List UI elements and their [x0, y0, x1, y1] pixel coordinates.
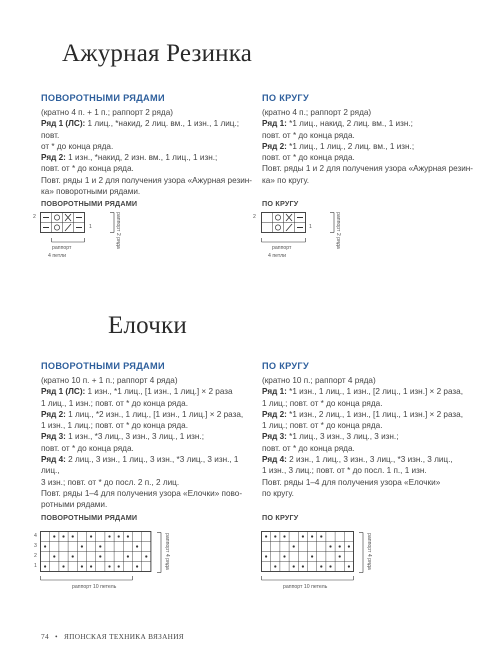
instruction-line — [262, 454, 487, 465]
purl-stitch-dot — [99, 545, 101, 547]
purl-stitch-dot — [99, 555, 101, 557]
row-text: 1 изн., *3 лиц., 3 изн., 3 лиц., 1 изн.; — [65, 432, 204, 442]
row-text: *1 лиц., 1 лиц., 2 лиц. вм., 1 изн.; — [286, 141, 415, 151]
purl-stitch-dot — [311, 535, 313, 537]
chart-label: ПОВОРОТНЫМИ РЯДАМИ — [41, 513, 138, 522]
purl-stitch-dot — [44, 565, 46, 567]
row-text: от * до конца ряда. — [41, 141, 114, 151]
instruction-line — [262, 375, 487, 386]
row-prefix: Ряд 4: — [262, 455, 287, 465]
repeat-bracket — [359, 532, 365, 574]
purl-stitch-dot — [136, 565, 138, 567]
instruction-line — [262, 152, 487, 163]
row-prefix: Ряд 2: — [41, 409, 66, 419]
row-text: (кратно 4 п.; раппорт 2 ряда) — [262, 108, 372, 117]
purl-stitch-dot — [265, 535, 267, 537]
purl-stitch-dot — [145, 555, 147, 557]
row-prefix: Ряд 3: — [262, 432, 287, 442]
row-text: 1 лиц., *накид, 2 лиц. вм., 1 изн., 1 лиц.; повт. — [41, 119, 240, 140]
instruction-line — [41, 107, 256, 118]
instruction-line — [41, 118, 256, 141]
page-footer: 74 • ЯПОНСКАЯ ТЕХНИКА ВЯЗАНИЯ — [41, 632, 184, 641]
instruction-line — [41, 431, 256, 442]
instruction-line — [41, 443, 256, 454]
purl-stitch-dot — [118, 535, 120, 537]
purl-stitch-dot — [274, 565, 276, 567]
instruction-line — [41, 398, 256, 409]
row-number: 1 — [89, 224, 92, 230]
purl-stitch-dot — [339, 545, 341, 547]
row-prefix: Ряд 3: — [41, 432, 66, 442]
purl-stitch-dot — [283, 535, 285, 537]
row-number: 2 — [34, 553, 37, 559]
row-prefix: Ряд 4: — [41, 455, 66, 465]
purl-stitch-dot — [62, 535, 64, 537]
purl-stitch-dot — [339, 555, 341, 557]
purl-stitch-dot — [311, 555, 313, 557]
page-number: 74 — [41, 632, 49, 641]
purl-stitch-dot — [348, 545, 350, 547]
row-text: повт. от * до конца ряда. — [262, 443, 355, 453]
instruction-line — [41, 386, 256, 397]
purl-stitch-dot — [127, 555, 129, 557]
stitch-chart — [40, 531, 170, 591]
row-text: *1 изн., 2 лиц., 1 изн., [1 лиц., 1 изн.] × 2 раза, — [286, 409, 463, 419]
instruction-line — [41, 488, 256, 499]
purl-stitch-dot — [136, 545, 138, 547]
section-title: Ажурная Резинка — [62, 40, 253, 67]
row-text: *1 лиц., накид, 2 лиц. вм., 1 изн.; — [286, 119, 413, 129]
section-heading: ПОВОРОТНЫМИ РЯДАМИ — [41, 93, 165, 103]
instruction-line — [262, 386, 487, 397]
repeat-stitches-label: раппорт — [272, 245, 292, 251]
row-text: (кратно 10 п.; раппорт 4 ряда) — [262, 376, 376, 385]
purl-stitch-dot — [293, 545, 295, 547]
purl-stitch-dot — [302, 535, 304, 537]
row-prefix: Ряд 1 (ЛС): — [41, 387, 86, 397]
row-text: 1 лиц.; повт. от * до конца ряда. — [262, 398, 383, 408]
instruction-line — [262, 107, 487, 118]
purl-stitch-dot — [348, 565, 350, 567]
chart-label: ПО КРУГУ — [262, 513, 299, 522]
instruction-line — [41, 477, 256, 488]
instruction-line — [41, 454, 256, 477]
purl-stitch-dot — [118, 565, 120, 567]
purl-stitch-dot — [329, 565, 331, 567]
instruction-line — [262, 488, 487, 499]
stitch-count-label: 4 петли — [48, 253, 67, 259]
repeat-rows-label: раппорт 2 ряда — [115, 212, 121, 249]
row-text: повт. от * до конца ряда. — [262, 130, 355, 140]
purl-stitch-dot — [320, 565, 322, 567]
repeat-rows-label: раппорт 2 ряда — [335, 212, 341, 249]
repeat-bracket — [157, 532, 163, 574]
row-prefix: Ряд 1: — [262, 387, 287, 397]
purl-stitch-dot — [62, 565, 64, 567]
purl-stitch-dot — [72, 555, 74, 557]
instruction-line — [262, 163, 487, 174]
row-text: ка» по кругу. — [262, 175, 310, 185]
row-text: ка» поворотными рядами. — [41, 187, 141, 197]
instructions-block — [41, 375, 256, 511]
row-prefix: Ряд 2: — [262, 409, 287, 419]
row-text: *1 изн., 1 лиц., 1 изн., [2 лиц., 1 изн.] × 2 раза, — [286, 387, 463, 397]
row-text: 1 лиц.; повт. от * до конца ряда. — [262, 421, 383, 431]
purl-stitch-dot — [293, 565, 295, 567]
purl-stitch-dot — [329, 545, 331, 547]
purl-stitch-dot — [90, 535, 92, 537]
section-heading: ПО КРУГУ — [262, 93, 309, 103]
purl-stitch-dot — [320, 535, 322, 537]
instruction-line — [262, 477, 487, 488]
purl-stitch-dot — [53, 535, 55, 537]
stitch-count-label: 4 петли — [268, 253, 287, 259]
row-text: *1 лиц., 3 изн., 3 лиц., 3 изн.; — [286, 432, 399, 442]
instruction-line — [262, 431, 487, 442]
row-prefix: Ряд 1: — [262, 119, 287, 129]
purl-stitch-dot — [90, 565, 92, 567]
row-prefix: Ряд 2: — [41, 153, 66, 163]
row-text: ротными рядами. — [41, 500, 108, 510]
instruction-line — [41, 175, 256, 186]
row-prefix: Ряд 2: — [262, 141, 287, 151]
row-text: (кратно 4 п. + 1 п.; раппорт 2 ряда) — [41, 108, 173, 117]
purl-stitch-dot — [265, 555, 267, 557]
instructions-block — [262, 107, 487, 186]
instruction-line — [262, 141, 487, 152]
row-text: по кругу. — [262, 488, 294, 498]
instruction-line — [262, 398, 487, 409]
instruction-line — [41, 141, 256, 152]
row-text: повт. от * до конца ряда. — [41, 164, 134, 174]
stitch-count-label: раппорт 10 петель — [283, 584, 328, 590]
purl-stitch-dot — [53, 555, 55, 557]
purl-stitch-dot — [72, 535, 74, 537]
repeat-rows-label: раппорт 4 ряда — [366, 533, 372, 570]
running-title: ЯПОНСКАЯ ТЕХНИКА ВЯЗАНИЯ — [64, 632, 184, 641]
row-number: 1 — [34, 563, 37, 569]
instruction-line — [41, 163, 256, 174]
row-text: 2 лиц., 3 изн., 1 лиц., 3 изн., *3 лиц., 3 изн., 1 лиц., — [41, 455, 239, 476]
row-text: Повт. ряды 1 и 2 для получения узора «Ажурная резин- — [262, 164, 474, 174]
row-number: 1 — [309, 224, 312, 230]
row-number: 3 — [34, 543, 37, 549]
row-number: 2 — [33, 214, 36, 220]
row-text: 1 лиц., 1 изн.; повт. от * до конца ряда. — [41, 398, 188, 408]
section-heading: ПОВОРОТНЫМИ РЯДАМИ — [41, 361, 165, 371]
purl-stitch-dot — [108, 535, 110, 537]
instruction-line — [262, 130, 487, 141]
section-heading: ПО КРУГУ — [262, 361, 309, 371]
instruction-line — [41, 409, 256, 420]
row-text: повт. от * до конца ряда. — [262, 153, 355, 163]
instruction-line — [41, 499, 256, 510]
chart-label: ПОВОРОТНЫМИ РЯДАМИ — [41, 199, 138, 208]
purl-stitch-dot — [81, 565, 83, 567]
row-prefix: Ряд 1 (ЛС): — [41, 119, 86, 129]
instruction-line — [262, 465, 487, 476]
row-text: повт. от * до конца ряда. — [41, 443, 134, 453]
row-text: 1 изн., 3 лиц.; повт. от * до посл. 1 п., 1 изн. — [262, 466, 427, 476]
row-text: Повт. ряды 1–4 для получения узора «Елочки» пово- — [41, 488, 243, 498]
purl-stitch-dot — [302, 565, 304, 567]
row-text: 1 изн., *1 лиц., [1 изн., 1 лиц.] × 2 раза — [85, 387, 233, 397]
purl-stitch-dot — [127, 535, 129, 537]
instruction-line — [41, 186, 256, 197]
purl-stitch-dot — [283, 555, 285, 557]
repeat-bracket — [330, 212, 336, 234]
instruction-line — [262, 443, 487, 454]
row-text: (кратно 10 п. + 1 п.; раппорт 4 ряда) — [41, 376, 178, 385]
repeat-bracket — [110, 212, 116, 234]
row-text: 1 изн., *накид, 2 изн. вм., 1 лиц., 1 изн.; — [65, 153, 218, 163]
row-text: 1 лиц., *2 изн., 1 лиц., [1 изн., 1 лиц.] × 2 раза, — [65, 409, 244, 419]
instruction-line — [41, 375, 256, 386]
instruction-line — [262, 409, 487, 420]
repeat-rows-label: раппорт 4 ряда — [164, 533, 170, 570]
instruction-line — [41, 420, 256, 431]
instruction-line — [262, 118, 487, 129]
purl-stitch-dot — [44, 545, 46, 547]
row-text: Повт. ряды 1–4 для получения узора «Елочки» — [262, 477, 441, 487]
row-text: 3 изн.; повт. от * до посл. 2 п., 2 лиц. — [41, 477, 180, 487]
section-title: Елочки — [108, 312, 187, 339]
instructions-block — [41, 107, 256, 197]
row-number: 2 — [253, 214, 256, 220]
row-text: 2 изн., 1 лиц., 3 изн., 3 лиц., *3 изн., 3 лиц., — [286, 455, 453, 465]
repeat-stitches-label: раппорт — [52, 245, 72, 251]
chart-label: ПО КРУГУ — [262, 199, 299, 208]
purl-stitch-dot — [274, 535, 276, 537]
stitch-count-label: раппорт 10 петель — [72, 584, 117, 590]
row-text: Повт. ряды 1 и 2 для получения узора «Ажурная резин- — [41, 175, 253, 185]
row-number: 4 — [34, 533, 37, 539]
row-text: 1 изн., 1 лиц.; повт. от * до конца ряда. — [41, 421, 188, 431]
instructions-block — [262, 375, 487, 499]
instruction-line — [262, 175, 487, 186]
instruction-line — [41, 152, 256, 163]
purl-stitch-dot — [81, 545, 83, 547]
purl-stitch-dot — [108, 565, 110, 567]
instruction-line — [262, 420, 487, 431]
